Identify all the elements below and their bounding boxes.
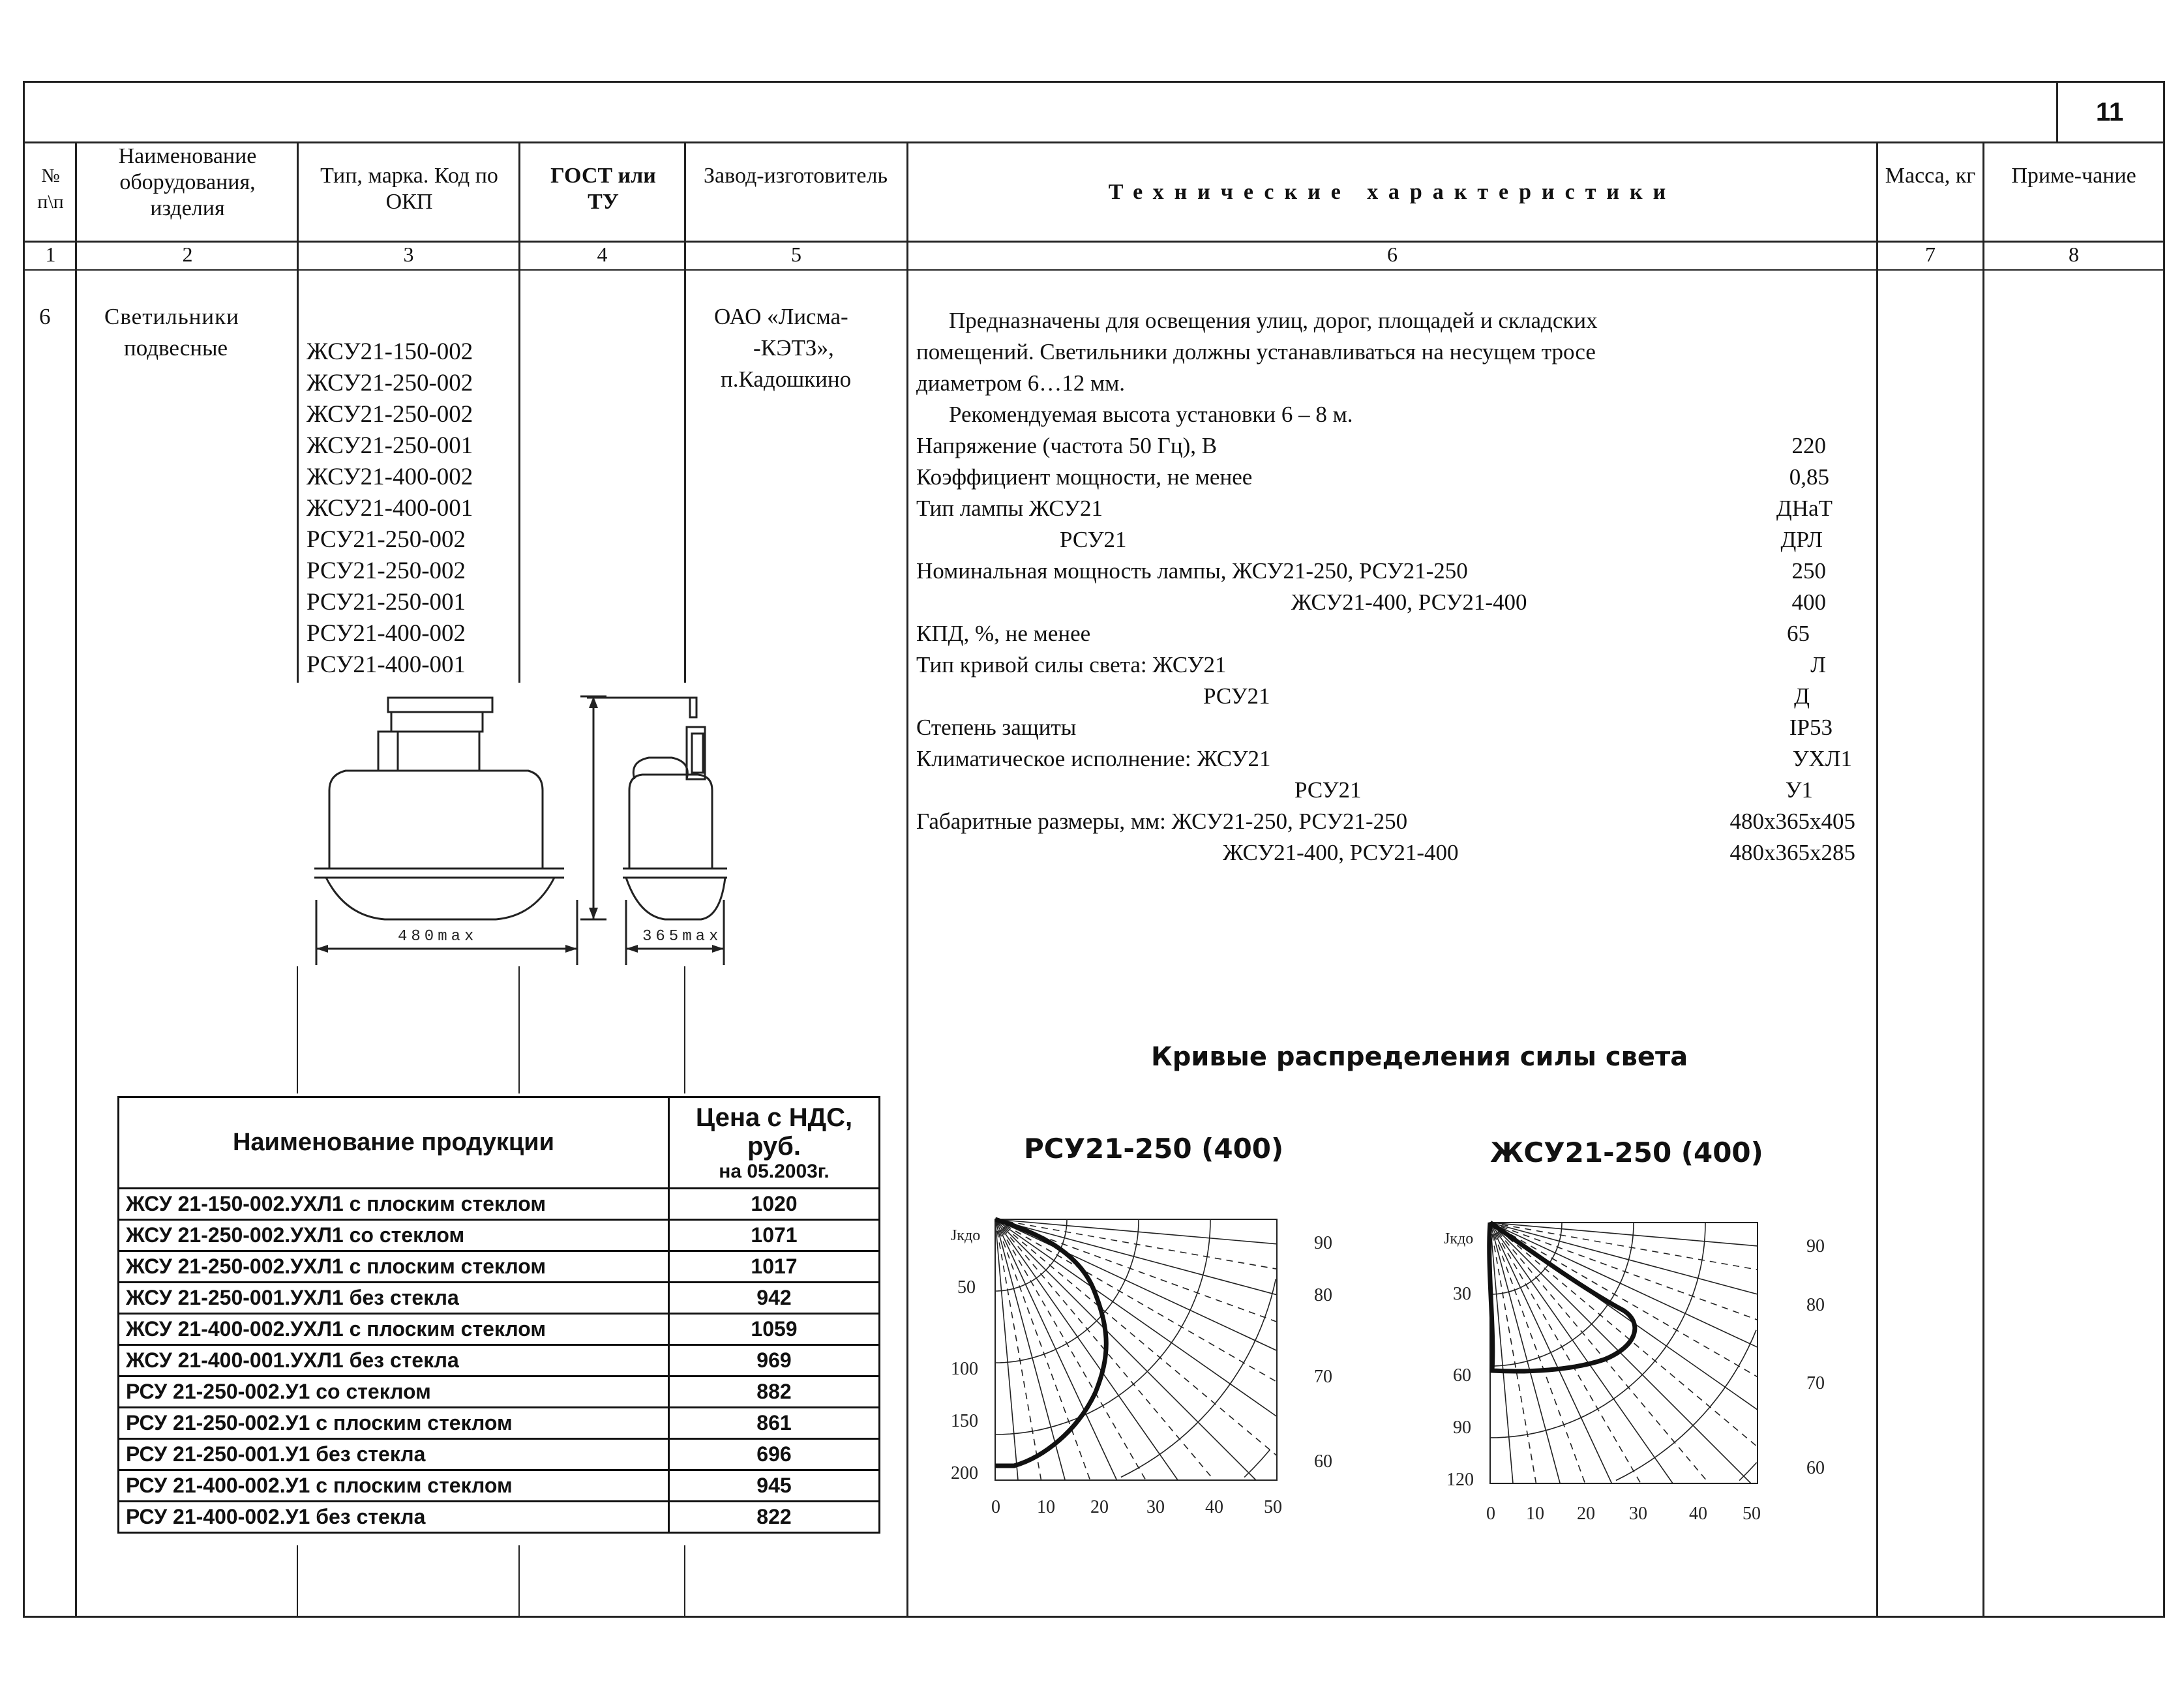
spec-value: 480х365х405 [1729,809,1855,834]
chart2-right-tick: 60 [1806,1458,1825,1478]
chart1-left-tick: 100 [951,1359,978,1379]
polar-grid-ray [995,1219,1277,1295]
spec-label: Тип лампы ЖСУ21 [916,496,1103,521]
chart2-title: ЖСУ21-250 (400) [1490,1137,1763,1168]
chart2-left-tick: 30 [1453,1284,1471,1304]
luminaire-drawing [300,685,796,972]
product-name: РСУ 21-250-002.У1 со стеклом [119,1376,669,1408]
header-manufacturer: Завод-изготовитель [704,164,888,188]
table-row [119,1376,880,1408]
chart-zhsu21 [1435,1213,1839,1539]
chart1-left-tick: 200 [951,1463,978,1483]
page-number: 11 [2095,98,2124,126]
spec-value: УХЛ1 [1792,746,1852,771]
header-number: № п\п [37,165,64,213]
spec-label: Номинальная мощность лампы, ЖСУ21-250, РСУ21-250 [916,558,1468,584]
header-mass: Масса, кг [1885,164,1976,188]
product-name: РСУ 21-250-001.У1 без стекла [119,1439,669,1470]
price-table [117,1096,880,1534]
dim-width-label: 480max [398,928,478,945]
col-number-4: 4 [597,243,608,266]
price-table-header-name: Наименование продукции [119,1097,669,1189]
table-row [119,1314,880,1345]
product-price: 822 [669,1502,880,1533]
col-number-2: 2 [182,243,193,266]
spec-label: Напряжение (частота 50 Гц), В [916,433,1218,458]
spec-label: Климатическое исполнение: ЖСУ21 [916,746,1271,771]
table-row [119,1470,880,1502]
model-item: РСУ21-250-002 [307,557,466,584]
curves-section-title: Кривые распределения силы света [1151,1042,1688,1072]
polar-grid-ray [1490,1223,1758,1320]
polar-grid-ray [995,1219,1018,1480]
manufacturer-line2: -КЭТЗ», [753,335,834,361]
spec-label: ЖСУ21-400, РСУ21-400 [1223,840,1459,865]
description-line: диаметром 6…12 мм. [916,370,1126,396]
chart-rsu21 [939,1206,1343,1532]
header-equipment-name: Наименование оборудования, изделия [118,144,257,220]
item-name-line2: подвесные [124,335,228,361]
table-row [119,1251,880,1283]
chart2-left-tick: 120 [1446,1470,1474,1490]
spec-label: РСУ21 [1294,777,1362,803]
product-price: 1071 [669,1220,880,1251]
product-price: 861 [669,1408,880,1439]
price-table-header-price [669,1097,880,1189]
chart2-bottom-tick: 20 [1577,1504,1595,1524]
dim-depth-label: 365max [642,928,723,945]
chart2-bottom-tick: 40 [1689,1504,1707,1524]
chart2-bottom-tick: 0 [1486,1504,1495,1524]
spec-label: ЖСУ21-400, РСУ21-400 [1291,589,1527,615]
polar-grid-ray [1490,1223,1758,1347]
polar-grid-arc [1244,1450,1270,1478]
chart1-right-tick: 90 [1314,1233,1332,1253]
chart1-title: РСУ21-250 (400) [1024,1133,1284,1165]
description-line: помещений. Светильники должны устанавливаться на несущем тросе [916,339,1596,364]
chart2-unit-label: Jкдо [1444,1230,1474,1247]
chart1-bottom-tick: 10 [1037,1497,1055,1517]
chart1-left-tick: 150 [951,1411,978,1431]
col-number-5: 5 [791,243,801,266]
model-item: РСУ21-400-001 [307,651,466,678]
model-item: ЖСУ21-150-002 [307,338,473,365]
product-price: 945 [669,1470,880,1502]
chart1-bottom-tick: 20 [1090,1497,1109,1517]
product-price: 1059 [669,1314,880,1345]
model-item: РСУ21-400-002 [307,620,466,647]
model-item: ЖСУ21-400-001 [307,495,473,522]
product-name: ЖСУ 21-250-002.УХЛ1 со стеклом [119,1220,669,1251]
polar-grid-ray [995,1219,1090,1480]
product-name: РСУ 21-400-002.У1 без стекла [119,1502,669,1533]
product-name: ЖСУ 21-400-002.УХЛ1 с плоским стеклом [119,1314,669,1345]
chart2-right-tick: 90 [1806,1236,1825,1256]
spec-value: Д [1794,683,1810,709]
col-number-8: 8 [2069,243,2079,266]
chart2-bottom-tick: 10 [1526,1504,1544,1524]
polar-grid-arc [1121,1279,1276,1478]
chart2-bottom-tick: 30 [1629,1504,1647,1524]
polar-grid-arc [1616,1330,1756,1481]
spec-value: У1 [1785,777,1813,803]
product-price: 882 [669,1376,880,1408]
model-item: ЖСУ21-250-001 [307,432,473,459]
chart2-left-tick: 60 [1453,1365,1471,1386]
spec-label: КПД, %, не менее [916,621,1091,646]
header-gost: ГОСТ или ТУ [550,164,656,214]
polar-grid-ray [1490,1223,1758,1377]
manufacturer-line3: п.Кадошкино [721,366,852,392]
table-row [119,1345,880,1376]
chart1-unit-label: Jкдо [951,1227,981,1244]
manufacturer-line1: ОАО «Лисма- [714,304,848,329]
spec-label: Степень защиты [916,715,1077,740]
polar-grid-arc [1739,1463,1757,1481]
chart2-right-tick: 70 [1806,1373,1825,1393]
product-name: ЖСУ 21-250-002.УХЛ1 с плоским стеклом [119,1251,669,1283]
spec-value: 220 [1791,433,1826,458]
product-price: 969 [669,1345,880,1376]
col-number-1: 1 [45,243,56,266]
product-name: ЖСУ 21-250-001.УХЛ1 без стекла [119,1283,669,1314]
polar-grid-ray [995,1219,1277,1244]
description-line: Рекомендуемая высота установки 6 – 8 м. [949,402,1353,427]
table-row [119,1283,880,1314]
model-item: РСУ21-250-001 [307,589,466,616]
polar-grid-ray [995,1219,1277,1350]
table-row [119,1220,880,1251]
col-number-3: 3 [403,243,414,266]
price-header-line3: на 05.2003г. [719,1160,830,1182]
chart1-bottom-tick: 50 [1264,1497,1282,1517]
model-item: ЖСУ21-250-002 [307,401,473,428]
spec-label: Габаритные размеры, мм: ЖСУ21-250, РСУ21-250 [916,809,1408,834]
product-price: 942 [669,1283,880,1314]
spec-value: ДРЛ [1780,527,1823,552]
model-item: ЖСУ21-400-002 [307,464,473,490]
chart1-right-tick: 70 [1314,1367,1332,1387]
chart1-bottom-tick: 30 [1146,1497,1165,1517]
row-index: 6 [39,304,51,329]
polar-grid-ray [1490,1223,1758,1294]
chart1-right-tick: 60 [1314,1451,1332,1472]
spec-value: Л [1810,652,1826,677]
spec-value: IP53 [1789,715,1832,740]
spec-label: Тип кривой силы света: ЖСУ21 [916,652,1227,677]
product-name: РСУ 21-400-002.У1 с плоским стеклом [119,1470,669,1502]
polar-grid-ray [1490,1223,1585,1483]
chart2-right-tick: 80 [1806,1295,1825,1315]
table-row [119,1189,880,1220]
chart1-bottom-tick: 40 [1205,1497,1223,1517]
product-name: РСУ 21-250-002.У1 с плоским стеклом [119,1408,669,1439]
product-price: 1020 [669,1189,880,1220]
price-header-line2: руб. [747,1131,801,1161]
col-number-7: 7 [1925,243,1936,266]
table-row [119,1408,880,1439]
chart1-right-tick: 80 [1314,1285,1332,1305]
table-row [119,1502,880,1533]
product-name: ЖСУ 21-150-002.УХЛ1 с плоским стеклом [119,1189,669,1220]
item-name-line1: Светильники [104,304,239,329]
product-price: 1017 [669,1251,880,1283]
spec-value: 400 [1791,589,1826,615]
polar-grid-ray [1490,1223,1758,1246]
spec-value: 65 [1787,621,1810,646]
spec-value: 250 [1791,558,1826,584]
spec-value: 0,85 [1789,464,1829,490]
col-number-6: 6 [1387,243,1398,266]
spec-label: Коэффициент мощности, не менее [916,464,1253,490]
chart1-left-tick: 50 [957,1277,976,1298]
header-note: Приме-чание [2011,164,2136,188]
spec-label: РСУ21 [1060,527,1127,552]
price-header-line1: Цена с НДС, [695,1103,853,1132]
model-item: РСУ21-250-002 [307,526,466,553]
spec-value: 480х365х285 [1729,840,1855,865]
product-name: ЖСУ 21-400-001.УХЛ1 без стекла [119,1345,669,1376]
spec-value: ДНаТ [1776,496,1832,521]
chart2-bottom-tick: 50 [1743,1504,1761,1524]
product-price: 696 [669,1439,880,1470]
spec-label: РСУ21 [1203,683,1270,709]
chart2-left-tick: 90 [1453,1418,1471,1438]
header-tech-specs: Технические характеристики [1108,180,1677,204]
header-type-code: Тип, марка. Код по ОКП [320,164,498,214]
model-item: ЖСУ21-250-002 [307,370,473,396]
polar-grid-ray [1490,1223,1612,1483]
table-row [119,1439,880,1470]
description-line: Предназначены для освещения улиц, дорог, площадей и складских [949,308,1598,333]
chart1-bottom-tick: 0 [991,1497,1000,1517]
